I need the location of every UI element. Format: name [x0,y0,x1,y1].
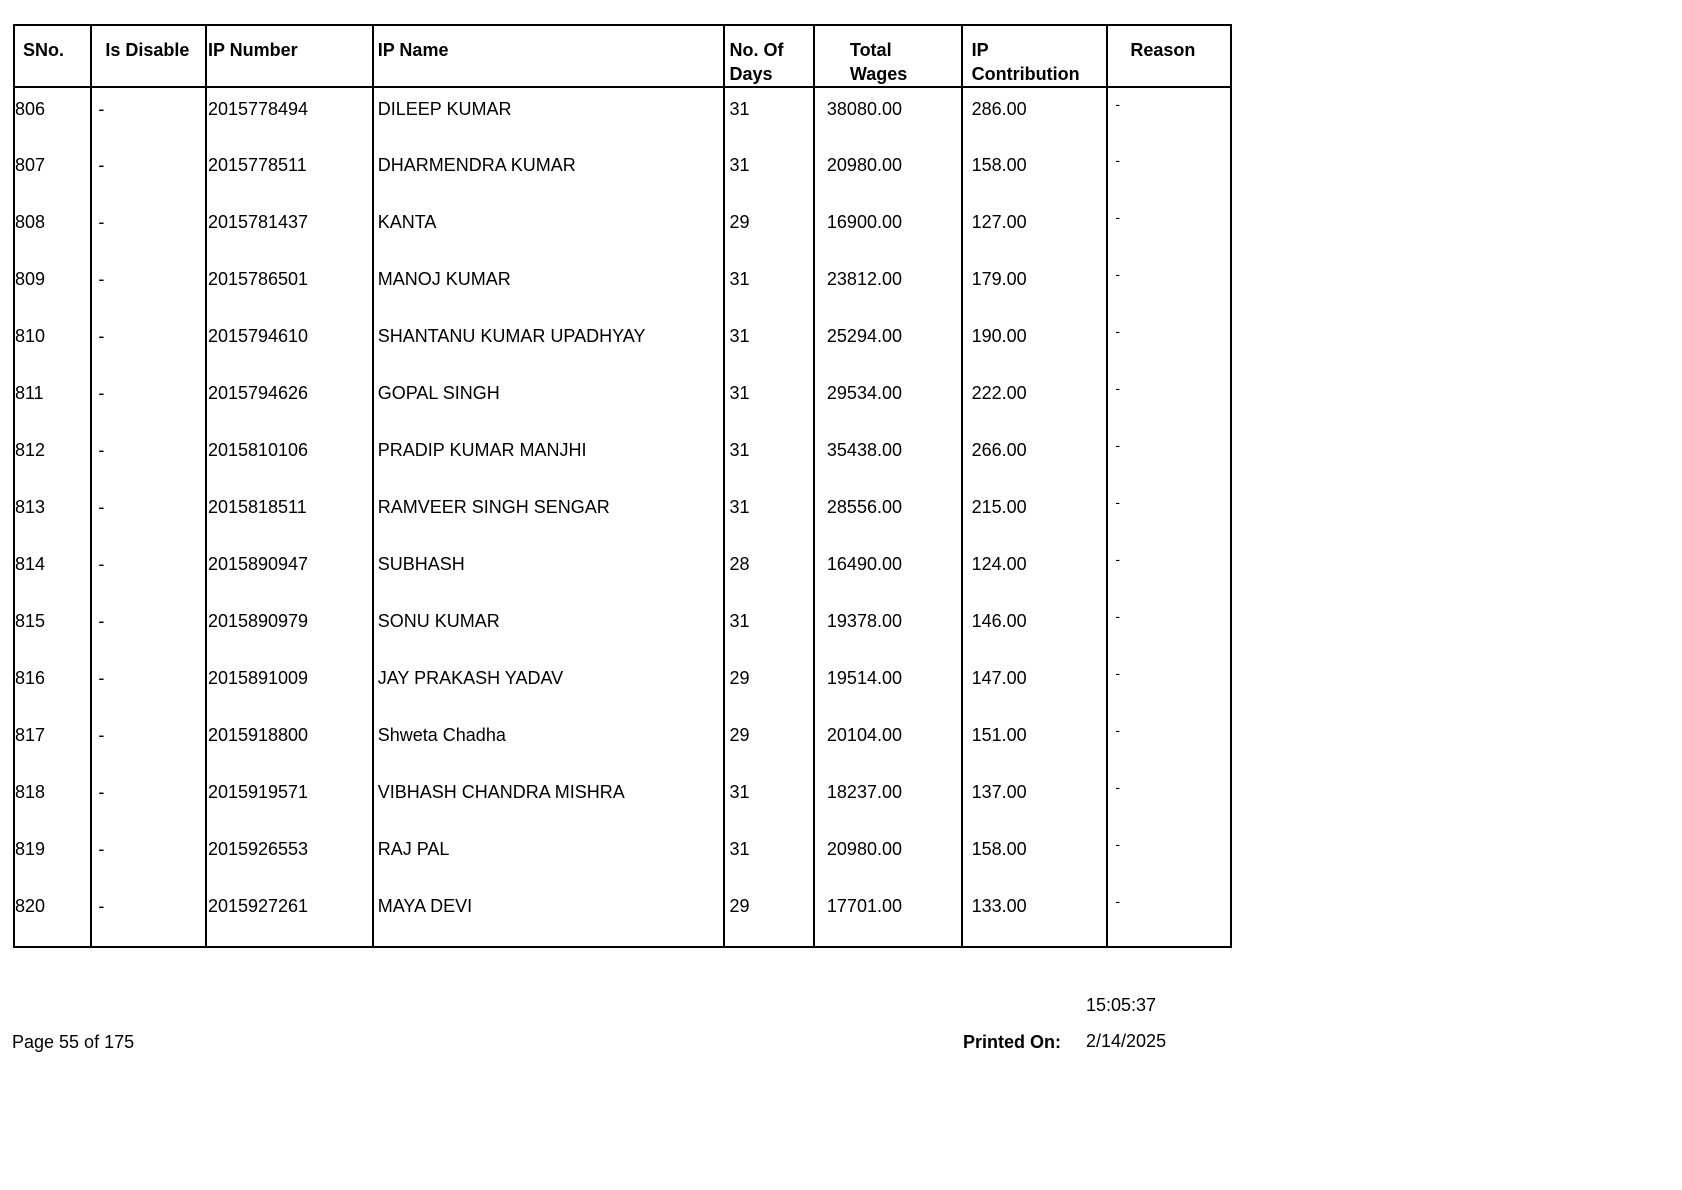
cell-sno: 816 [14,657,91,714]
cell-is-disable: - [91,543,206,600]
header-ip-number: IP Number [206,25,373,87]
cell-sno: 812 [14,429,91,486]
cell-ip-name: SHANTANU KUMAR UPADHYAY [373,315,725,372]
cell-ip-contribution: 146.00 [962,600,1108,657]
cell-sno: 817 [14,714,91,771]
cell-days: 31 [724,429,813,486]
cell-sno: 811 [14,372,91,429]
cell-total-wages: 16900.00 [814,201,962,258]
cell-ip-number: 2015918800 [206,714,373,771]
cell-days: 31 [724,315,813,372]
cell-sno: 820 [14,885,91,947]
table-row [14,828,1231,885]
cell-ip-number: 2015810106 [206,429,373,486]
table-row [14,315,1231,372]
cell-ip-contribution: 179.00 [962,258,1108,315]
cell-reason: - [1107,486,1231,543]
cell-days: 31 [724,771,813,828]
cell-ip-name: SONU KUMAR [373,600,725,657]
cell-days: 31 [724,87,813,144]
contribution-table [13,24,1232,948]
printed-date: 2/14/2025 [1086,1031,1167,1051]
cell-days: 28 [724,543,813,600]
cell-ip-number: 2015794626 [206,372,373,429]
cell-reason: - [1107,372,1231,429]
cell-ip-number: 2015891009 [206,657,373,714]
cell-reason: - [1107,87,1231,144]
cell-ip-contribution: 215.00 [962,486,1108,543]
cell-ip-contribution: 158.00 [962,144,1108,201]
printed-on-label: Printed On: [963,1032,1061,1052]
header-wages-line2: Wages [849,64,908,84]
table-row [14,144,1231,201]
cell-reason: - [1107,771,1231,828]
table-row [14,885,1231,947]
cell-ip-number: 2015818511 [206,486,373,543]
cell-ip-number: 2015786501 [206,258,373,315]
cell-ip-name: MAYA DEVI [373,885,725,947]
cell-days: 31 [724,600,813,657]
cell-sno: 807 [14,144,91,201]
cell-ip-contribution: 147.00 [962,657,1108,714]
cell-ip-number: 2015926553 [206,828,373,885]
cell-ip-contribution: 151.00 [962,714,1108,771]
cell-total-wages: 20104.00 [814,714,962,771]
table-row [14,486,1231,543]
cell-reason: - [1107,657,1231,714]
cell-is-disable: - [91,87,206,144]
header-ip-contribution [962,25,1108,87]
header-no-of-days [724,25,813,87]
cell-total-wages: 35438.00 [814,429,962,486]
cell-reason: - [1107,429,1231,486]
header-contr-line1: IP [971,40,989,60]
cell-total-wages: 18237.00 [814,771,962,828]
cell-reason: - [1107,201,1231,258]
cell-ip-number: 2015927261 [206,885,373,947]
header-wages-line1: Total [849,40,892,60]
cell-ip-contribution: 158.00 [962,828,1108,885]
cell-days: 31 [724,828,813,885]
cell-is-disable: - [91,885,206,947]
table-row [14,600,1231,657]
header-ip-name: IP Name [373,25,725,87]
cell-days: 29 [724,201,813,258]
cell-is-disable: - [91,828,206,885]
cell-is-disable: - [91,714,206,771]
printed-time: 15:05:37 [1086,995,1157,1015]
header-total-wages [814,25,962,87]
cell-days: 29 [724,657,813,714]
table-row [14,429,1231,486]
cell-ip-name: GOPAL SINGH [373,372,725,429]
cell-ip-name: PRADIP KUMAR MANJHI [373,429,725,486]
cell-sno: 806 [14,87,91,144]
header-row [14,25,1231,87]
cell-total-wages: 19378.00 [814,600,962,657]
header-contr-line2: Contribution [971,64,1080,84]
header-is-disable: Is Disable [91,25,206,87]
cell-ip-number: 2015890947 [206,543,373,600]
cell-ip-number: 2015919571 [206,771,373,828]
cell-total-wages: 23812.00 [814,258,962,315]
table-row [14,258,1231,315]
page-number: Page 55 of 175 [12,1032,135,1052]
cell-is-disable: - [91,486,206,543]
cell-ip-contribution: 137.00 [962,771,1108,828]
cell-is-disable: - [91,144,206,201]
cell-total-wages: 17701.00 [814,885,962,947]
cell-sno: 813 [14,486,91,543]
cell-reason: - [1107,315,1231,372]
cell-ip-number: 2015890979 [206,600,373,657]
cell-sno: 808 [14,201,91,258]
table-row [14,714,1231,771]
cell-total-wages: 25294.00 [814,315,962,372]
cell-ip-name: RAMVEER SINGH SENGAR [373,486,725,543]
cell-days: 29 [724,885,813,947]
cell-total-wages: 16490.00 [814,543,962,600]
cell-reason: - [1107,828,1231,885]
cell-ip-name: JAY PRAKASH YADAV [373,657,725,714]
cell-sno: 815 [14,600,91,657]
table-row [14,543,1231,600]
cell-reason: - [1107,258,1231,315]
cell-ip-number: 2015778511 [206,144,373,201]
cell-ip-contribution: 127.00 [962,201,1108,258]
cell-sno: 819 [14,828,91,885]
cell-days: 29 [724,714,813,771]
table-row [14,201,1231,258]
cell-ip-name: SUBHASH [373,543,725,600]
cell-is-disable: - [91,372,206,429]
cell-sno: 810 [14,315,91,372]
cell-ip-contribution: 266.00 [962,429,1108,486]
cell-total-wages: 19514.00 [814,657,962,714]
header-days-line1: No. Of [729,40,784,60]
cell-is-disable: - [91,771,206,828]
table-row [14,657,1231,714]
cell-ip-contribution: 286.00 [962,87,1108,144]
cell-total-wages: 29534.00 [814,372,962,429]
table-row [14,372,1231,429]
cell-reason: - [1107,543,1231,600]
cell-reason: - [1107,714,1231,771]
cell-is-disable: - [91,657,206,714]
header-days-line2: Days [729,64,773,84]
cell-ip-number: 2015794610 [206,315,373,372]
cell-ip-name: VIBHASH CHANDRA MISHRA [373,771,725,828]
cell-is-disable: - [91,429,206,486]
cell-days: 31 [724,372,813,429]
cell-reason: - [1107,144,1231,201]
cell-ip-name: KANTA [373,201,725,258]
cell-days: 31 [724,144,813,201]
cell-total-wages: 20980.00 [814,828,962,885]
cell-total-wages: 20980.00 [814,144,962,201]
cell-ip-number: 2015778494 [206,87,373,144]
cell-days: 31 [724,486,813,543]
cell-ip-name: DILEEP KUMAR [373,87,725,144]
header-reason: Reason [1107,25,1231,87]
header-sno: SNo. [14,25,91,87]
cell-reason: - [1107,885,1231,947]
cell-is-disable: - [91,315,206,372]
cell-ip-contribution: 190.00 [962,315,1108,372]
table-row [14,771,1231,828]
cell-ip-contribution: 222.00 [962,372,1108,429]
cell-ip-name: DHARMENDRA KUMAR [373,144,725,201]
cell-ip-name: Shweta Chadha [373,714,725,771]
cell-ip-name: MANOJ KUMAR [373,258,725,315]
cell-total-wages: 28556.00 [814,486,962,543]
table-row [14,87,1231,144]
cell-total-wages: 38080.00 [814,87,962,144]
cell-reason: - [1107,600,1231,657]
cell-ip-number: 2015781437 [206,201,373,258]
cell-is-disable: - [91,600,206,657]
cell-sno: 818 [14,771,91,828]
cell-ip-contribution: 124.00 [962,543,1108,600]
cell-days: 31 [724,258,813,315]
cell-is-disable: - [91,258,206,315]
cell-is-disable: - [91,201,206,258]
cell-sno: 814 [14,543,91,600]
cell-sno: 809 [14,258,91,315]
cell-ip-name: RAJ PAL [373,828,725,885]
cell-ip-contribution: 133.00 [962,885,1108,947]
